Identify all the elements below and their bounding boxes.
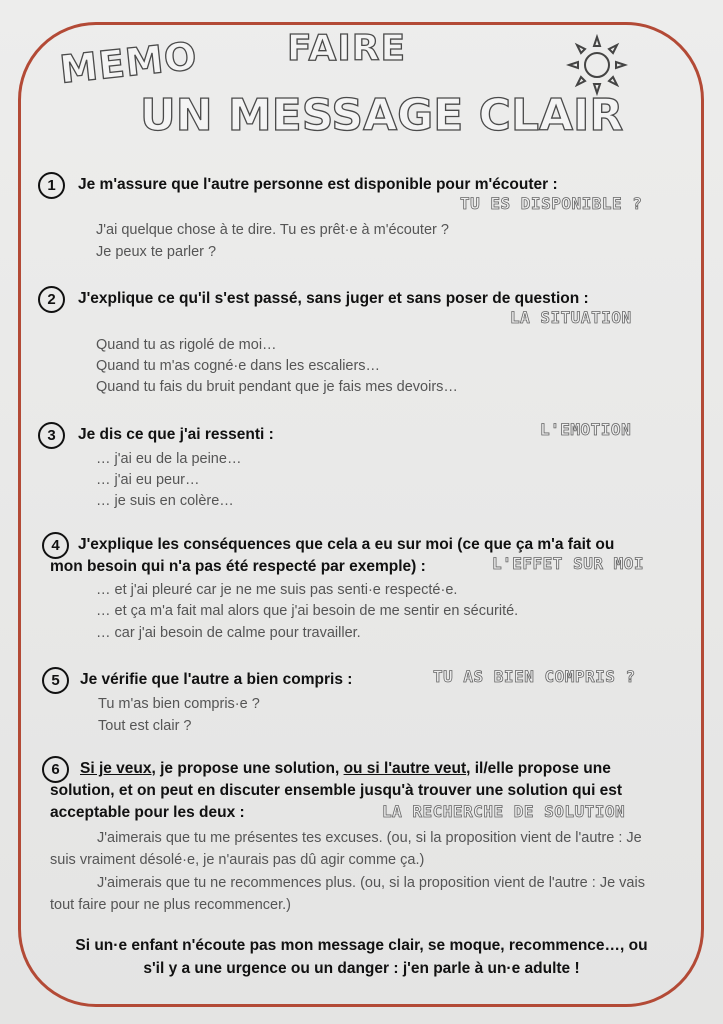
step-1-example-1: J'ai quelque chose à te dire. Tu es prêt·e à m'écouter ? [96, 222, 449, 238]
step-4-example-2: … et ça m'a fait mal alors que j'ai besoin de me sentir en sécurité. [96, 603, 519, 619]
step-5-number: 5 [42, 667, 69, 694]
step-6-condition-1: Si je veux [80, 760, 152, 777]
step-2-example-2: Quand tu m'as cogné·e dans les escaliers… [96, 358, 381, 374]
step-6-tag: LA RECHERCHE DE SOLUTION [382, 802, 626, 821]
step-1-heading: Je m'assure que l'autre personne est disponible pour m'écouter : [78, 176, 558, 193]
step-2-example-1: Quand tu as rigolé de moi… [96, 337, 277, 353]
step-3-number: 3 [38, 422, 65, 449]
step-6-heading-line-1: Si je veux, je propose une solution, ou si l'autre veut, il/elle propose une [80, 760, 611, 777]
step-5-example-2: Tout est clair ? [98, 718, 192, 734]
step-3-example-1: … j'ai eu de la peine… [96, 451, 242, 467]
step-3-heading: Je dis ce que j'ai ressenti : [78, 426, 274, 443]
step-1-number: 1 [38, 172, 65, 199]
step-1-tag: TU ES DISPONIBLE ? [460, 194, 643, 213]
title-memo: MEMO [57, 33, 200, 92]
step-3-example-2: … j'ai eu peur… [96, 472, 200, 488]
footer-line-2: s'il y a une urgence ou un danger : j'en parle à un·e adulte ! [143, 960, 580, 977]
step-1-example-2: Je peux te parler ? [96, 244, 217, 260]
step-6-condition-2: ou si l'autre veut [343, 760, 467, 777]
title-faire: FAIRE [287, 28, 407, 69]
step-6-heading-line-2: solution, et on peut en discuter ensemble jusqu'à trouver une solution qui est [50, 782, 623, 799]
step-2-number: 2 [38, 286, 65, 313]
step-4-tag: L'EFFET SUR MOI [492, 554, 644, 573]
step-4-example-3: … car j'ai besoin de calme pour travailler. [96, 625, 361, 641]
step-5-tag: TU AS BIEN COMPRIS ? [433, 667, 636, 686]
step-5-example-1: Tu m'as bien compris·e ? [98, 696, 260, 712]
step-2-tag: LA SITUATION [510, 308, 632, 327]
step-6-example-1: J'aimerais que tu me présentes tes excuses. (ou, si la proposition vient de l'autre : Je suis vraiment désolé·e, je n'aurais pas dû agir comme ça.) [50, 830, 642, 868]
step-5-heading: Je vérifie que l'autre a bien compris : [80, 671, 353, 688]
step-4-number: 4 [42, 532, 69, 559]
step-6-heading-line-3: acceptable pour les deux : [50, 804, 245, 821]
step-6-number: 6 [42, 756, 69, 783]
step-4-heading-line-2: mon besoin qui n'a pas été respecté par exemple) : [50, 558, 426, 575]
step-3-example-3: … je suis en colère… [96, 493, 234, 509]
step-2-example-3: Quand tu fais du bruit pendant que je fais mes devoirs… [96, 379, 458, 395]
step-3-tag: L'EMOTION [540, 420, 632, 439]
step-4-heading-line-1: J'explique les conséquences que cela a eu sur moi (ce que ça m'a fait ou [78, 536, 615, 553]
title-main: UN MESSAGE CLAIR [140, 90, 624, 141]
footer-line-1: Si un·e enfant n'écoute pas mon message clair, se moque, recommence…, ou [75, 937, 648, 954]
step-6-example-2: J'aimerais que tu ne recommences plus. (ou, si la proposition vient de l'autre : Je vais tout faire pour ne plus recommencer.) [50, 875, 645, 913]
sun-icon [566, 34, 628, 96]
step-4-example-1: … et j'ai pleuré car je ne me suis pas senti·e respecté·e. [96, 582, 458, 598]
footer-warning [40, 934, 683, 980]
step-2-heading: J'explique ce qu'il s'est passé, sans juger et sans poser de question : [78, 290, 589, 307]
